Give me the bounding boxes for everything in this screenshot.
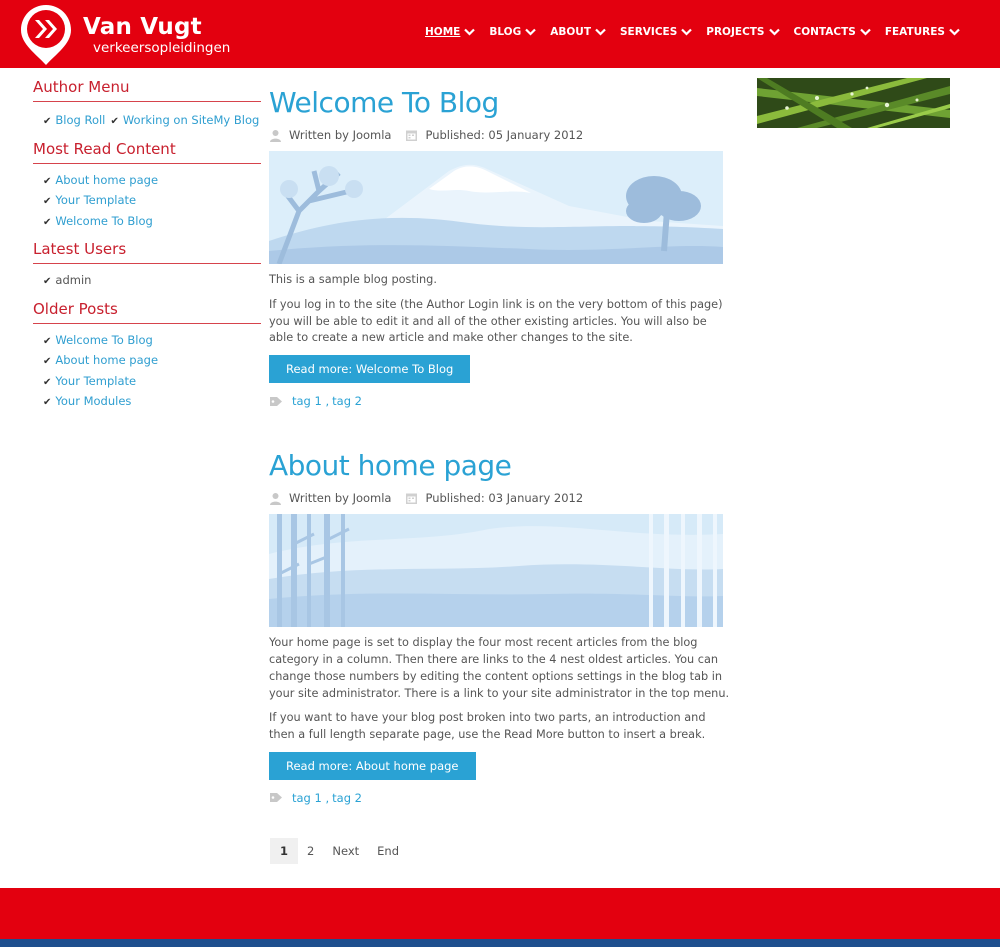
page-1[interactable]: 1 (270, 838, 298, 864)
article-title[interactable]: About home page (269, 449, 512, 483)
link-about-home-page[interactable]: About home page (55, 172, 159, 187)
pagination (270, 838, 408, 864)
article-author: Written by Joomla (289, 491, 392, 506)
calendar-icon (405, 492, 418, 505)
link-your-modules[interactable]: Your Modules (55, 394, 132, 408)
article-title[interactable]: Welcome To Blog (269, 86, 499, 119)
sidebar (33, 78, 261, 421)
nav-item-features[interactable] (885, 26, 960, 38)
module-title: Author Menu (33, 78, 261, 102)
nav-item-services[interactable] (620, 26, 692, 38)
list-item (43, 372, 261, 393)
read-more-button[interactable]: Read more: About home page (269, 752, 476, 780)
chevron-down-icon (464, 28, 475, 36)
brand-name: Van Vugt (83, 14, 202, 40)
next-page-link[interactable]: Next (332, 844, 360, 858)
chevron-down-icon (949, 28, 960, 36)
blog-article (269, 84, 734, 408)
end-page-link[interactable]: End (377, 844, 399, 858)
link-blog-roll[interactable]: Blog Roll (55, 113, 106, 127)
main-content (269, 84, 734, 805)
list-item (43, 191, 261, 212)
nav-label: HOME (425, 26, 461, 38)
link-your-template[interactable]: Your Template (55, 373, 137, 388)
nav-item-about[interactable] (550, 26, 606, 38)
tag-link[interactable]: tag 2 (332, 790, 362, 805)
check-icon: ✔ (43, 376, 52, 388)
most-read-list (33, 171, 261, 233)
check-icon: ✔ (110, 116, 119, 127)
bamboo-mountain-image (269, 514, 723, 627)
grass-dewdrops-photo (757, 78, 950, 128)
article-published: Published: 05 January 2012 (425, 128, 584, 142)
list-item (110, 113, 259, 127)
most-read-module (33, 140, 261, 233)
list-item (43, 392, 261, 413)
check-icon: ✔ (43, 397, 52, 408)
article-author: Written by Joomla (289, 128, 392, 142)
nav-label: FEATURES (884, 26, 945, 38)
latest-users-module (33, 240, 261, 292)
nav-item-projects[interactable] (706, 26, 779, 38)
brand-subtitle: verkeersopleidingen (93, 40, 231, 56)
tag-link[interactable]: tag 1 (292, 790, 322, 805)
list-item (43, 271, 261, 292)
check-icon: ✔ (43, 175, 52, 187)
check-icon: ✔ (43, 335, 52, 347)
tag-link[interactable]: tag 1 (292, 394, 322, 409)
user-icon (269, 492, 282, 505)
check-icon: ✔ (43, 116, 52, 127)
nav-item-contacts[interactable] (794, 26, 871, 38)
older-posts-list (33, 331, 261, 413)
module-title: Latest Users (33, 240, 261, 264)
list-item (43, 113, 105, 127)
site-header (0, 0, 1000, 68)
logo-pin-icon (20, 4, 72, 66)
article-meta (269, 127, 734, 143)
chevron-down-icon (525, 28, 536, 36)
link-welcome-to-blog[interactable]: Welcome To Blog (55, 213, 153, 228)
article-tags: tag 1 , tag 2 (269, 791, 734, 805)
tag-icon (269, 792, 283, 803)
list-item (43, 212, 261, 233)
check-icon: ✔ (43, 216, 52, 228)
article-paragraph: If you log in to the site (the Author Login link is on the very bottom of this page) you will be able to edit it and all of the other existing articles. You will also be able to create a new article and make other changes to the site. (269, 297, 723, 345)
link-working-on-site[interactable]: Working on SiteMy Blog (122, 113, 260, 127)
link-your-template[interactable]: Your Template (55, 193, 137, 207)
list-item (43, 351, 261, 372)
page-2[interactable]: 2 (307, 844, 315, 858)
list-item (43, 331, 261, 352)
author-menu-list (33, 109, 261, 132)
user-name: admin (55, 273, 92, 287)
article-paragraph: This is a sample blog posting. (269, 273, 437, 286)
blog-article (269, 447, 734, 805)
nav-label: BLOG (489, 26, 522, 38)
user-icon (269, 129, 282, 142)
article-tags: tag 1 , tag 2 (269, 394, 734, 408)
article-published: Published: 03 January 2012 (425, 491, 584, 506)
tag-link[interactable]: tag 2 (332, 394, 362, 409)
nav-item-home[interactable] (425, 26, 475, 38)
chevron-down-icon (681, 28, 692, 36)
check-icon: ✔ (43, 356, 52, 367)
article-paragraph: If you want to have your blog post broken into two parts, an introduction and then a full length separate page, use the Read More button to insert a break. (269, 711, 706, 742)
module-title: Older Posts (33, 300, 261, 324)
author-menu-module (33, 78, 261, 132)
article-meta (269, 490, 734, 506)
nav-label: ABOUT (550, 26, 591, 38)
module-title: Most Read Content (33, 140, 261, 164)
site-footer (0, 888, 1000, 939)
read-more-button[interactable]: Read more: Welcome To Blog (269, 355, 470, 383)
chevron-down-icon (769, 28, 780, 36)
link-about-home-page[interactable]: About home page (55, 353, 159, 367)
site-logo[interactable] (20, 4, 240, 66)
nav-label: PROJECTS (706, 26, 765, 38)
nav-label: SERVICES (619, 26, 678, 38)
chevron-down-icon (860, 28, 871, 36)
chevron-down-icon (595, 28, 606, 36)
footer-bottom-bar (0, 939, 1000, 947)
check-icon: ✔ (43, 196, 52, 207)
calendar-icon (405, 129, 418, 142)
mountain-cherry-blossom-image (269, 151, 723, 264)
nav-item-blog[interactable] (489, 26, 536, 38)
link-welcome-to-blog[interactable]: Welcome To Blog (55, 332, 153, 347)
article-paragraph: Your home page is set to display the four most recent articles from the blog category in a column. Then there are links to the 4 nest oldest articles. You can change those numbers by editing the content options settings in the blog tab in your site administrator. There is a link to your site administrator in the top menu. (269, 636, 730, 700)
nav-label: CONTACTS (793, 26, 856, 38)
older-posts-module (33, 300, 261, 413)
check-icon: ✔ (43, 276, 52, 287)
main-nav (411, 26, 960, 38)
latest-users-list (33, 271, 261, 292)
tag-icon (269, 396, 283, 407)
list-item (43, 171, 261, 192)
